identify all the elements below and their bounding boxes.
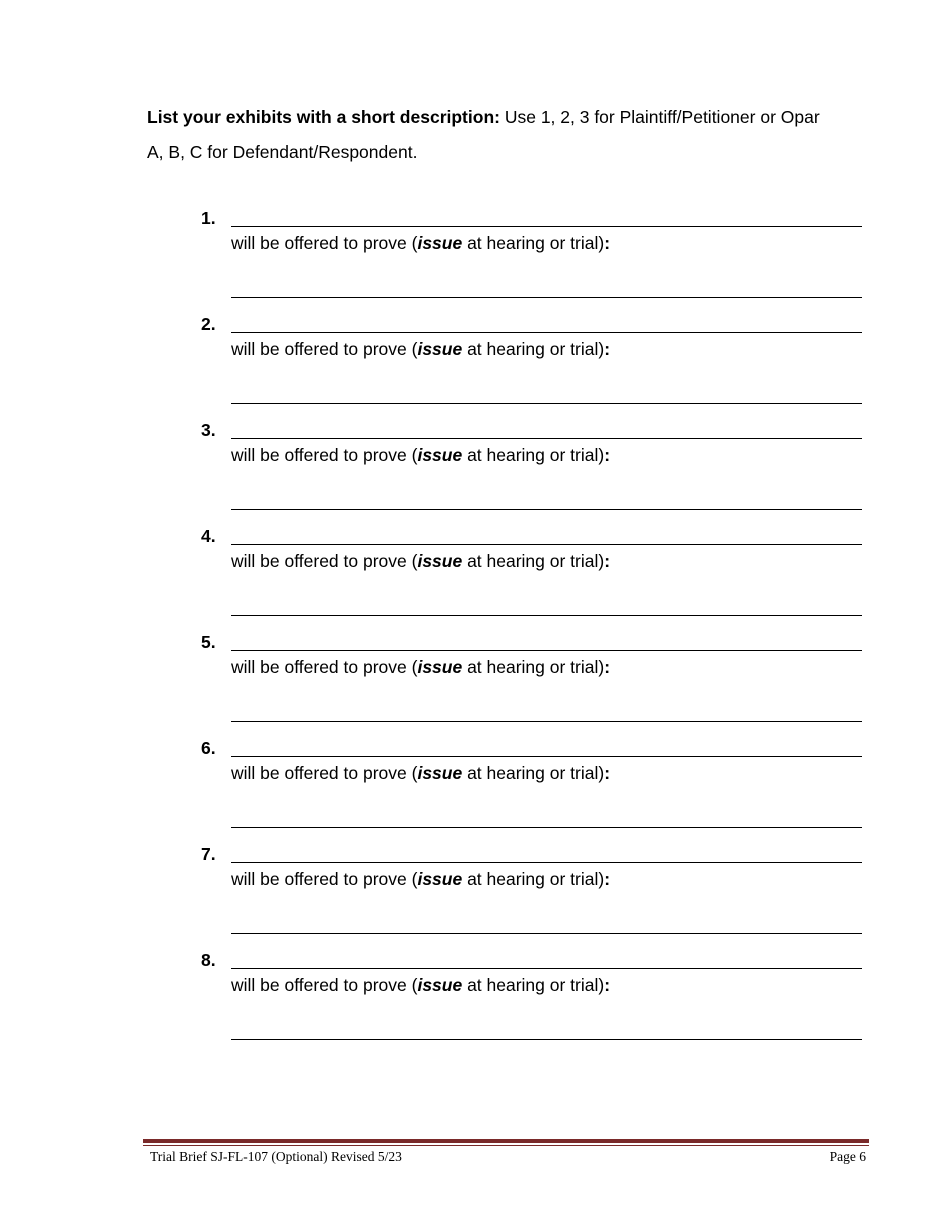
exhibit-item xyxy=(0,525,950,631)
prove-colon: : xyxy=(604,657,611,677)
exhibit-issue-blank[interactable] xyxy=(231,933,862,934)
instructions-paragraph xyxy=(147,100,877,170)
exhibit-issue-blank[interactable] xyxy=(231,827,862,828)
exhibit-description-blank[interactable] xyxy=(231,862,862,863)
footer-form-title: Trial Brief SJ-FL-107 (Optional) Revised 5/23 xyxy=(150,1149,402,1164)
exhibit-description-blank[interactable] xyxy=(231,968,862,969)
exhibit-description-blank[interactable] xyxy=(231,650,862,651)
prove-text-after: at hearing or trial) xyxy=(462,975,605,995)
prove-colon: : xyxy=(604,339,611,359)
exhibit-prove-label xyxy=(231,974,610,996)
exhibit-description-blank[interactable] xyxy=(231,544,862,545)
instructions-line-1 xyxy=(147,100,877,135)
exhibit-number: 2. xyxy=(201,314,216,334)
exhibit-item xyxy=(0,419,950,525)
prove-issue-word: issue xyxy=(417,233,463,253)
prove-text-after: at hearing or trial) xyxy=(462,763,605,783)
footer-rule-thick xyxy=(143,1139,869,1143)
exhibit-description-blank[interactable] xyxy=(231,438,862,439)
exhibit-issue-blank[interactable] xyxy=(231,1039,862,1040)
prove-text-before: will be offered to prove ( xyxy=(231,233,418,253)
prove-text-before: will be offered to prove ( xyxy=(231,869,418,889)
exhibit-prove-label xyxy=(231,444,610,466)
prove-text-before: will be offered to prove ( xyxy=(231,551,418,571)
instructions-bold-lead: List your exhibits with a short description: xyxy=(147,107,500,127)
exhibit-number: 8. xyxy=(201,950,216,970)
prove-colon: : xyxy=(604,445,611,465)
exhibit-prove-label xyxy=(231,762,610,784)
prove-colon: : xyxy=(604,763,611,783)
exhibit-prove-label xyxy=(231,656,610,678)
prove-issue-word: issue xyxy=(417,763,463,783)
prove-issue-word: issue xyxy=(417,975,463,995)
footer-rule-thin xyxy=(143,1145,869,1146)
exhibit-description-blank[interactable] xyxy=(231,756,862,757)
exhibit-number: 4. xyxy=(201,526,216,546)
exhibit-number: 5. xyxy=(201,632,216,652)
prove-issue-word: issue xyxy=(417,657,463,677)
exhibit-issue-blank[interactable] xyxy=(231,403,862,404)
exhibit-description-blank[interactable] xyxy=(231,332,862,333)
prove-issue-word: issue xyxy=(417,551,463,571)
exhibit-description-blank[interactable] xyxy=(231,226,862,227)
exhibit-item xyxy=(0,843,950,949)
exhibit-issue-blank[interactable] xyxy=(231,615,862,616)
prove-text-after: at hearing or trial) xyxy=(462,339,605,359)
instructions-line-2: A, B, C for Defendant/Respondent. xyxy=(147,142,418,162)
prove-issue-word: issue xyxy=(417,869,463,889)
exhibit-item xyxy=(0,207,950,313)
exhibit-item xyxy=(0,631,950,737)
prove-text-before: will be offered to prove ( xyxy=(231,339,418,359)
prove-text-after: at hearing or trial) xyxy=(462,445,605,465)
exhibit-issue-blank[interactable] xyxy=(231,297,862,298)
prove-text-before: will be offered to prove ( xyxy=(231,445,418,465)
prove-issue-word: issue xyxy=(417,339,463,359)
exhibit-issue-blank[interactable] xyxy=(231,509,862,510)
exhibit-prove-label xyxy=(231,868,610,890)
exhibit-item xyxy=(0,949,950,1055)
prove-text-before: will be offered to prove ( xyxy=(231,657,418,677)
exhibit-prove-label xyxy=(231,232,610,254)
prove-text-after: at hearing or trial) xyxy=(462,233,605,253)
prove-issue-word: issue xyxy=(417,445,463,465)
prove-text-before: will be offered to prove ( xyxy=(231,763,418,783)
exhibit-number: 3. xyxy=(201,420,216,440)
exhibit-item xyxy=(0,313,950,419)
prove-colon: : xyxy=(604,233,611,253)
exhibit-number: 1. xyxy=(201,208,216,228)
exhibit-prove-label xyxy=(231,550,610,572)
prove-text-before: will be offered to prove ( xyxy=(231,975,418,995)
footer-page-number: Page 6 xyxy=(829,1149,866,1164)
instructions-text-1: Use 1, 2, 3 for Plaintiff/Petitioner or Opar xyxy=(499,107,820,127)
prove-colon: : xyxy=(604,975,611,995)
prove-text-after: at hearing or trial) xyxy=(462,657,605,677)
exhibit-issue-blank[interactable] xyxy=(231,721,862,722)
prove-text-after: at hearing or trial) xyxy=(462,551,605,571)
exhibit-number: 6. xyxy=(201,738,216,758)
prove-colon: : xyxy=(604,551,611,571)
exhibit-number: 7. xyxy=(201,844,216,864)
exhibit-prove-label xyxy=(231,338,610,360)
prove-text-after: at hearing or trial) xyxy=(462,869,605,889)
exhibit-item xyxy=(0,737,950,843)
prove-colon: : xyxy=(604,869,611,889)
